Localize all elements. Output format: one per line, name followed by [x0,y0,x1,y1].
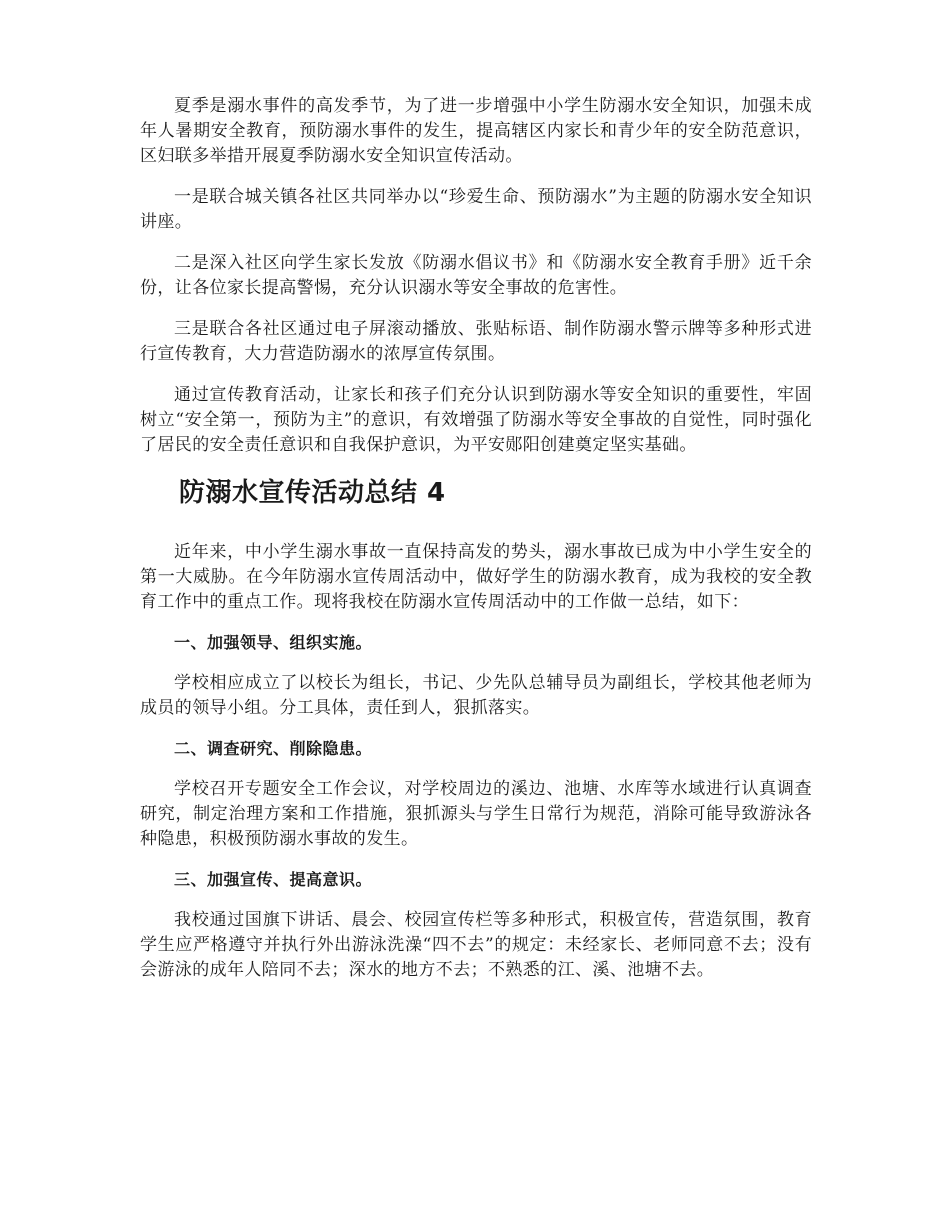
paragraph-conclusion: 通过宣传教育活动，让家长和孩子们充分认识到防溺水等安全知识的重要性，牢固树立“安全第一，预防为主”的意识，有效增强了防溺水等安全事故的自觉性，同时强化了居民的安全责任意识和自我保护意识，为平安郧阳创建奠定坚实基础。 [140,385,812,455]
paragraph-investigation: 学校召开专题安全工作会议，对学校周边的溪边、池塘、水库等水域进行认真调查研究，制定治理方案和工作措施，狠抓源头与学生日常行为规范，消除可能导致游泳各种隐患，积极预防溺水事故的发生。 [140,779,812,849]
paragraph-summary-intro: 近年来，中小学生溺水事故一直保持高发的势头，溺水事故已成为中小学生安全的第一大威胁。在今年防溺水宣传周活动中，做好学生的防溺水教育，成为我校的安全教育工作中的重点工作。现将我校在防溺水宣传周活动中的工作做一总结，如下： [140,542,812,612]
spacer [140,655,812,671]
subheading-leadership: 一、加强领导、组织实施。 [174,633,373,652]
section-title: 防溺水宣传活动总结 4 [179,478,446,508]
spacer [140,892,812,908]
spacer [140,761,812,777]
paragraph-awareness: 我校通过国旗下讲话、晨会、校园宣传栏等多种形式，积极宣传，营造氛围，教育学生应严格遵守并执行外出游泳洗澡“四不去”的规定：未经家长、老师同意不去；没有会游泳的成年人陪同不去；深水的地方不去；不熟悉的江、溪、池塘不去。 [140,910,812,980]
paragraph-measure-two: 二是深入社区向学生家长发放《防溺水倡议书》和《防溺水安全教育手册》近千余份，让各位家长提高警惕，充分认识溺水等安全事故的危害性。 [140,253,812,298]
spacer [140,235,812,251]
subheading-investigation: 二、调查研究、削除隐患。 [174,739,373,758]
spacer [140,301,812,317]
paragraph-leadership: 学校相应成立了以校长为组长，书记、少先队总辅导员为副组长，学校其他老师为成员的领导小组。分工具体，责任到人，狠抓落实。 [140,673,812,718]
subheading-awareness: 三、加强宣传、提高意识。 [174,870,373,889]
spacer [140,721,812,737]
spacer [140,615,812,631]
spacer [140,367,812,383]
paragraph-measure-three: 三是联合各社区通过电子屏滚动播放、张贴标语、制作防溺水警示牌等多种形式进行宣传教育，大力营造防溺水的浓厚宣传氛围。 [140,319,812,364]
paragraph-summer-intro: 夏季是溺水事件的高发季节，为了进一步增强中小学生防溺水安全知识，加强未成年人暑期安全教育，预防溺水事件的发生，提高辖区内家长和青少年的安全防范意识，区妇联多举措开展夏季防溺水安全知识宣传活动。 [140,96,812,166]
document-body [140,94,812,983]
spacer [140,852,812,868]
spacer [140,169,812,185]
spacer [140,458,812,476]
paragraph-measure-one: 一是联合城关镇各社区共同举办以“珍爱生命、预防溺水”为主题的防溺水安全知识讲座。 [140,187,812,232]
spacer [140,510,812,540]
